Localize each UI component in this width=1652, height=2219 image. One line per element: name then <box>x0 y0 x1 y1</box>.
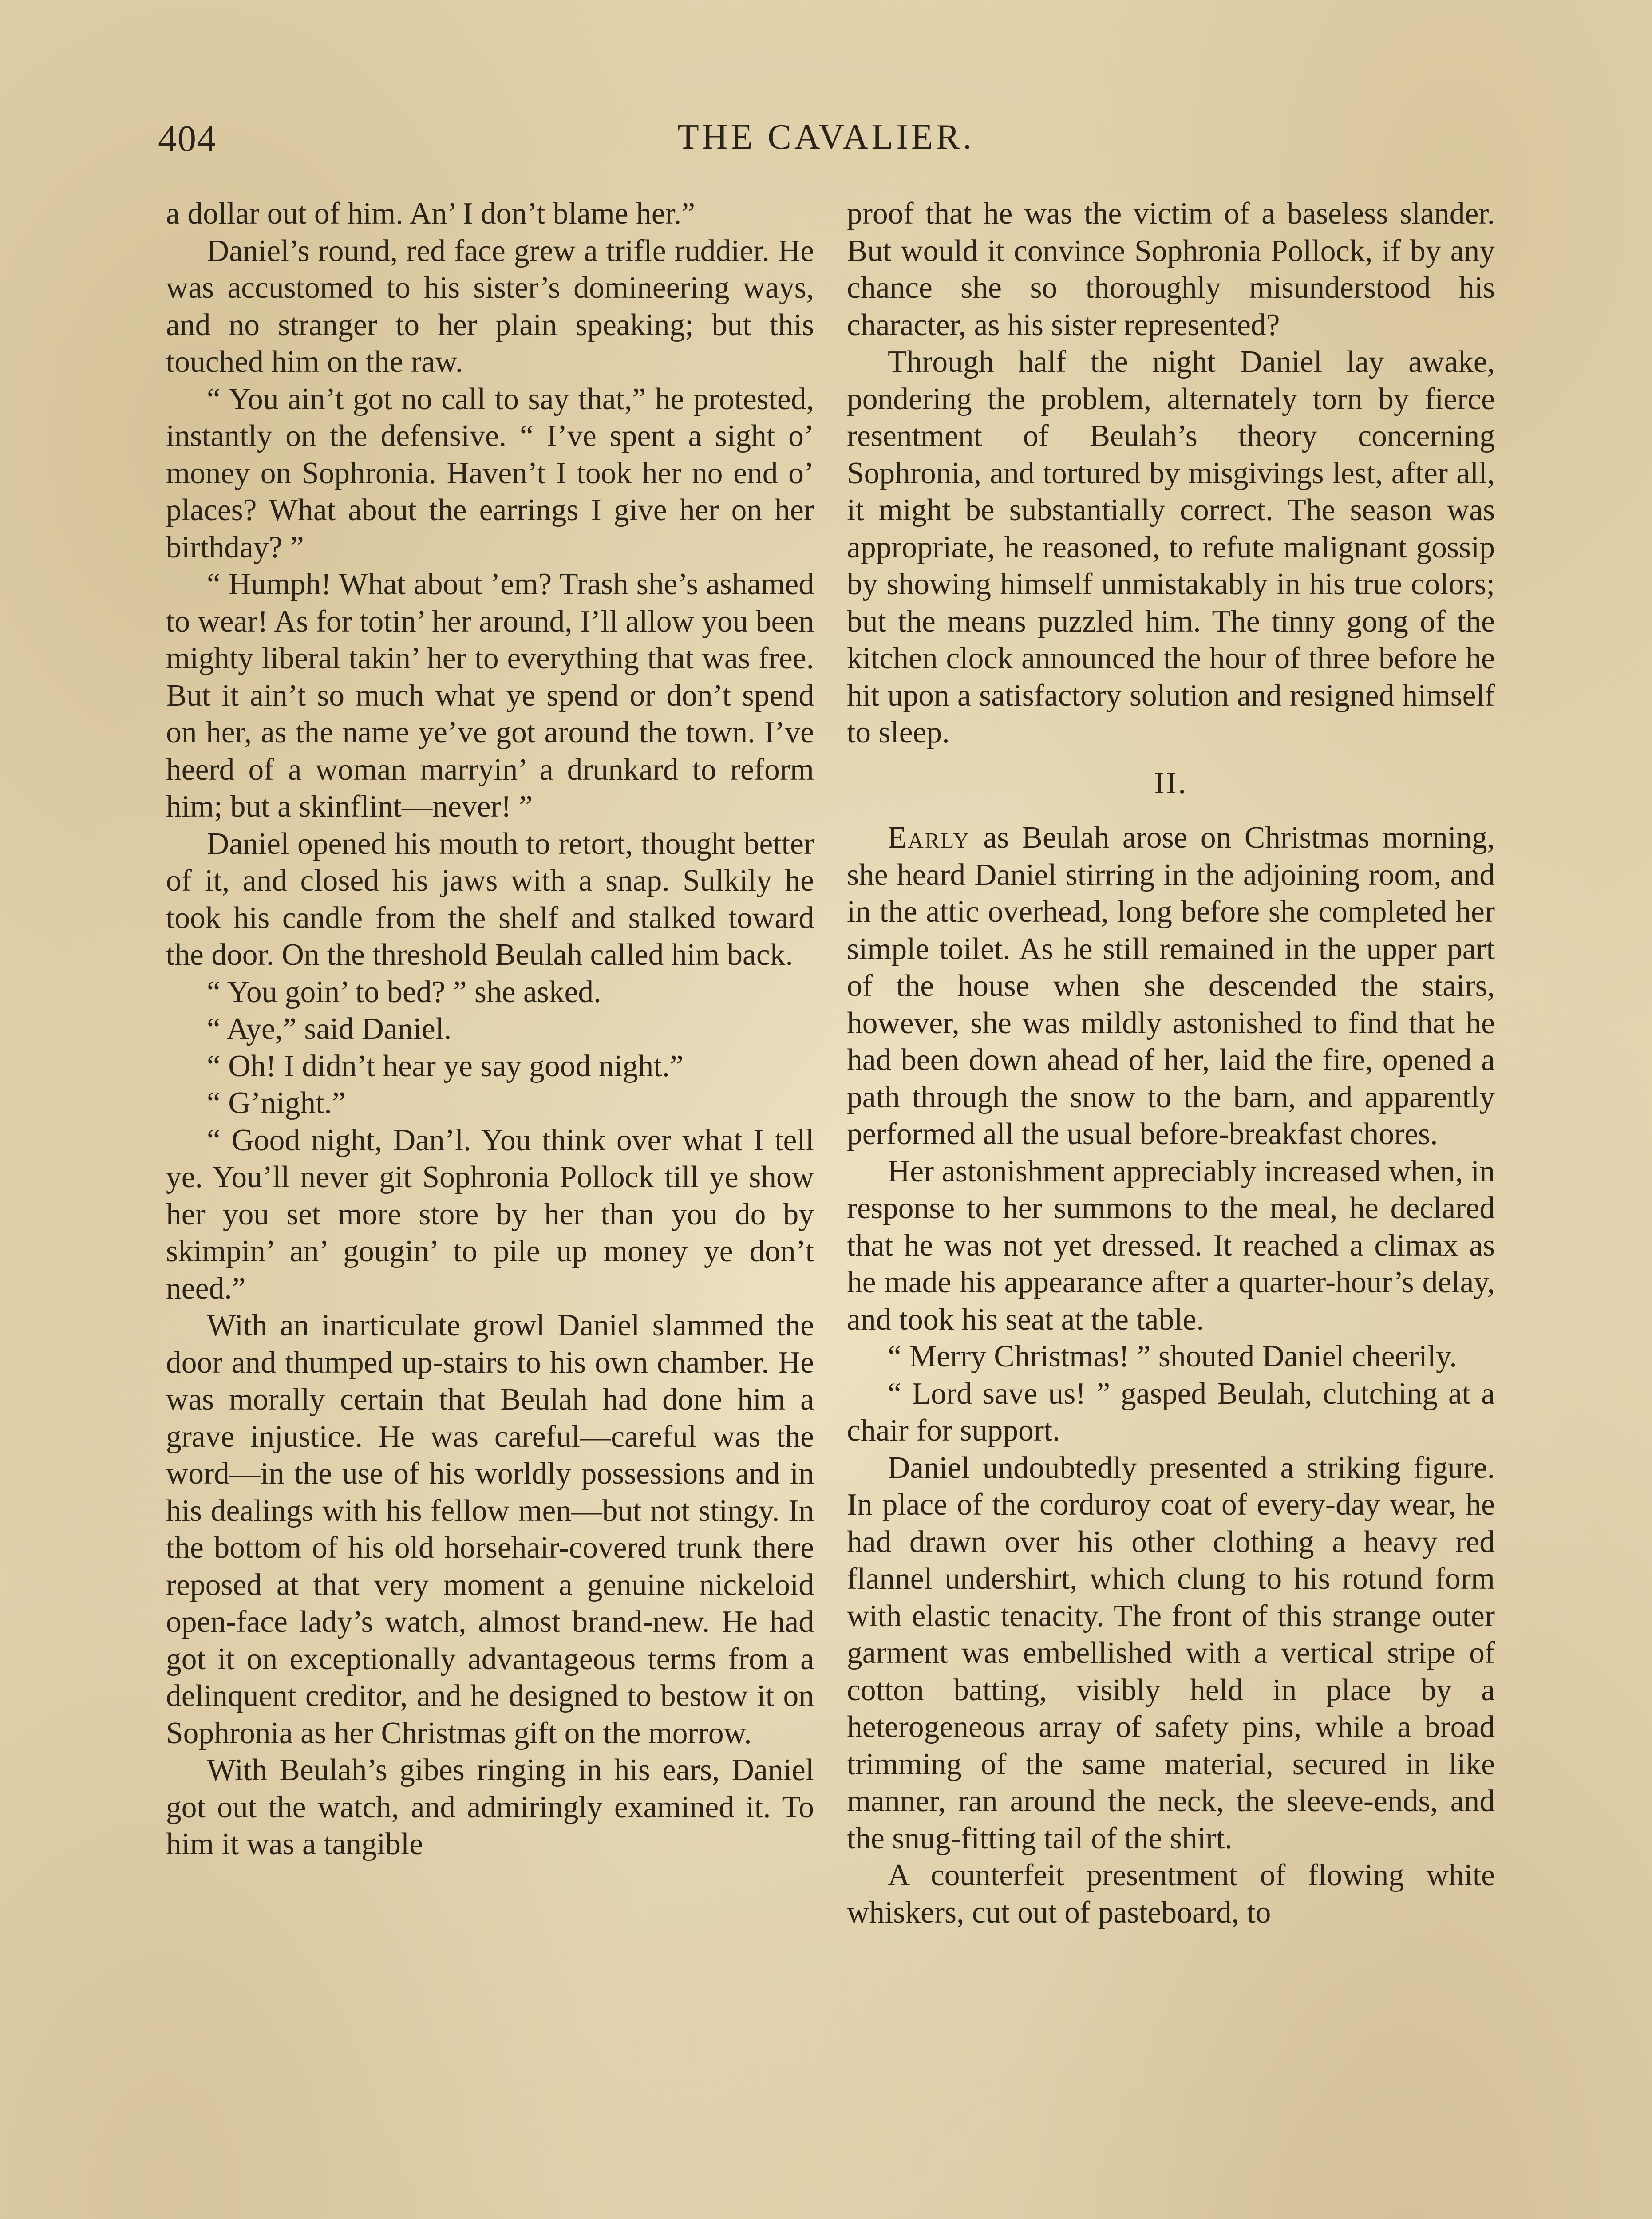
opening-paragraph-text: as Beulah arose on Christmas morning, she heard Daniel stirring in the adjoining room, and in the attic overhead, long before she completed her simple toilet. As he still remained in the upper part of the house when she descended the stairs, however, she was mildly astonished to find that he had been down ahead of her, laid the fire, opened a path through the snow to the barn, and apparently performed all the usual before-breakfast chores. <box>847 821 1495 1151</box>
paragraph: With Beulah’s gibes ringing in his ears, Daniel got out the watch, and admiringly examined it. To him it was a tangible <box>166 1753 814 1861</box>
page-number: 404 <box>158 118 217 159</box>
paragraph: A counterfeit presentment of flowing white whiskers, cut out of pasteboard, to <box>847 1858 1495 1930</box>
opening-small-caps-word: Early <box>888 821 970 855</box>
paragraph: Daniel undoubtedly presented a striking figure. In place of the corduroy coat of every-day wear, he had drawn over his other clothing a heavy red flannel undershirt, which clung to his rotund form with elastic tenacity. The front of this strange outer garment was embellished with a vertical stripe of cotton batting, visibly held in place by a heterogeneous array of safety pins, while a broad trimming of the same material, secured in like manner, ran around the neck, the sleeve-ends, and the snug-fitting tail of the shirt. <box>847 1450 1495 1856</box>
paragraph: “ You goin’ to bed? ” she asked. <box>207 975 601 1009</box>
paragraph: proof that he was the victim of a baseless slander. But would it convince Sophronia Pollock, if by any chance she so thoroughly misunderstood his character, as his sister represented? <box>847 197 1495 342</box>
paragraph: “ Oh! I didn’t hear ye say good night.” <box>207 1049 684 1083</box>
paragraph: a dollar out of him. An’ I don’t blame her.” <box>166 197 696 231</box>
section-opening-paragraph <box>847 819 1495 1153</box>
right-column <box>847 195 1495 1931</box>
paragraph: “ You ain’t got no call to say that,” he protested, instantly on the defensive. “ I’ve spent a sight o’ money on Sophronia. Haven’t I took her no end o’ places? What about the earrings I give her on her birthday? ” <box>166 382 814 565</box>
section-heading: II. <box>1154 766 1188 800</box>
left-column <box>166 195 814 1863</box>
paragraph: “ Merry Christmas! ” shouted Daniel cheerily. <box>888 1339 1457 1374</box>
running-title: THE CAVALIER. <box>677 118 975 157</box>
paragraph: “ Aye,” said Daniel. <box>207 1012 452 1046</box>
paragraph: “ Humph! What about ’em? Trash she’s ashamed to wear! As for totin’ her around, I’ll allow you been mighty liberal takin’ her to everything that was free. But it ain’t so much what ye spend or don’t spend on her, as the name ye’ve got around the town. I’ve heerd of a woman marryin’ a drunkard to reform him; but a skinflint—never! ” <box>166 567 814 824</box>
paragraph: “ Lord save us! ” gasped Beulah, clutching at a chair for support. <box>847 1376 1495 1448</box>
paragraph: Through half the night Daniel lay awake, pondering the problem, alternately torn by fierce resentment of Beulah’s theory concerning Sophronia, and tortured by misgivings lest, after all, it might be substantially correct. The season was appropriate, he reasoned, to refute malignant gossip by showing himself unmistakably in his true colors; but the means puzzled him. The tinny gong of the kitchen clock announced the hour of three before he hit upon a satisfactory solution and resigned himself to sleep. <box>847 345 1495 750</box>
paragraph: With an inarticulate growl Daniel slammed the door and thumped up-stairs to his own chamber. He was morally certain that Beulah had done him a grave injustice. He was careful—careful was the word—in the use of his worldly possessions and in his dealings with his fellow men—but not stingy. In the bottom of his old horsehair-covered trunk there reposed at that very moment a genuine nickeloid open-face lady’s watch, almost brand-new. He had got it on exceptionally advantageous terms from a delinquent creditor, and he designed to bestow it on Sophronia as her Christmas gift on the morrow. <box>166 1308 814 1750</box>
paragraph: “ Good night, Dan’l. You think over what I tell ye. You’ll never git Sophronia Pollock till ye show her you set more store by her than you do by skimpin’ an’ gougin’ to pile up money ye don’t need.” <box>166 1123 814 1306</box>
paragraph: Her astonishment appreciably increased when, in response to her summons to the meal, he declared that he was not yet dressed. It reached a climax as he made his appearance after a quarter-hour’s delay, and took his seat at the table. <box>847 1154 1495 1337</box>
paragraph: Daniel opened his mouth to retort, thought better of it, and closed his jaws with a snap. Sulkily he took his candle from the shelf and stalked toward the door. On the threshold Beulah called him back. <box>166 826 814 972</box>
paragraph: Daniel’s round, red face grew a trifle ruddier. He was accustomed to his sister’s domineering ways, and no stranger to her plain speaking; but this touched him on the raw. <box>166 233 814 379</box>
paragraph: “ G’night.” <box>207 1086 346 1120</box>
